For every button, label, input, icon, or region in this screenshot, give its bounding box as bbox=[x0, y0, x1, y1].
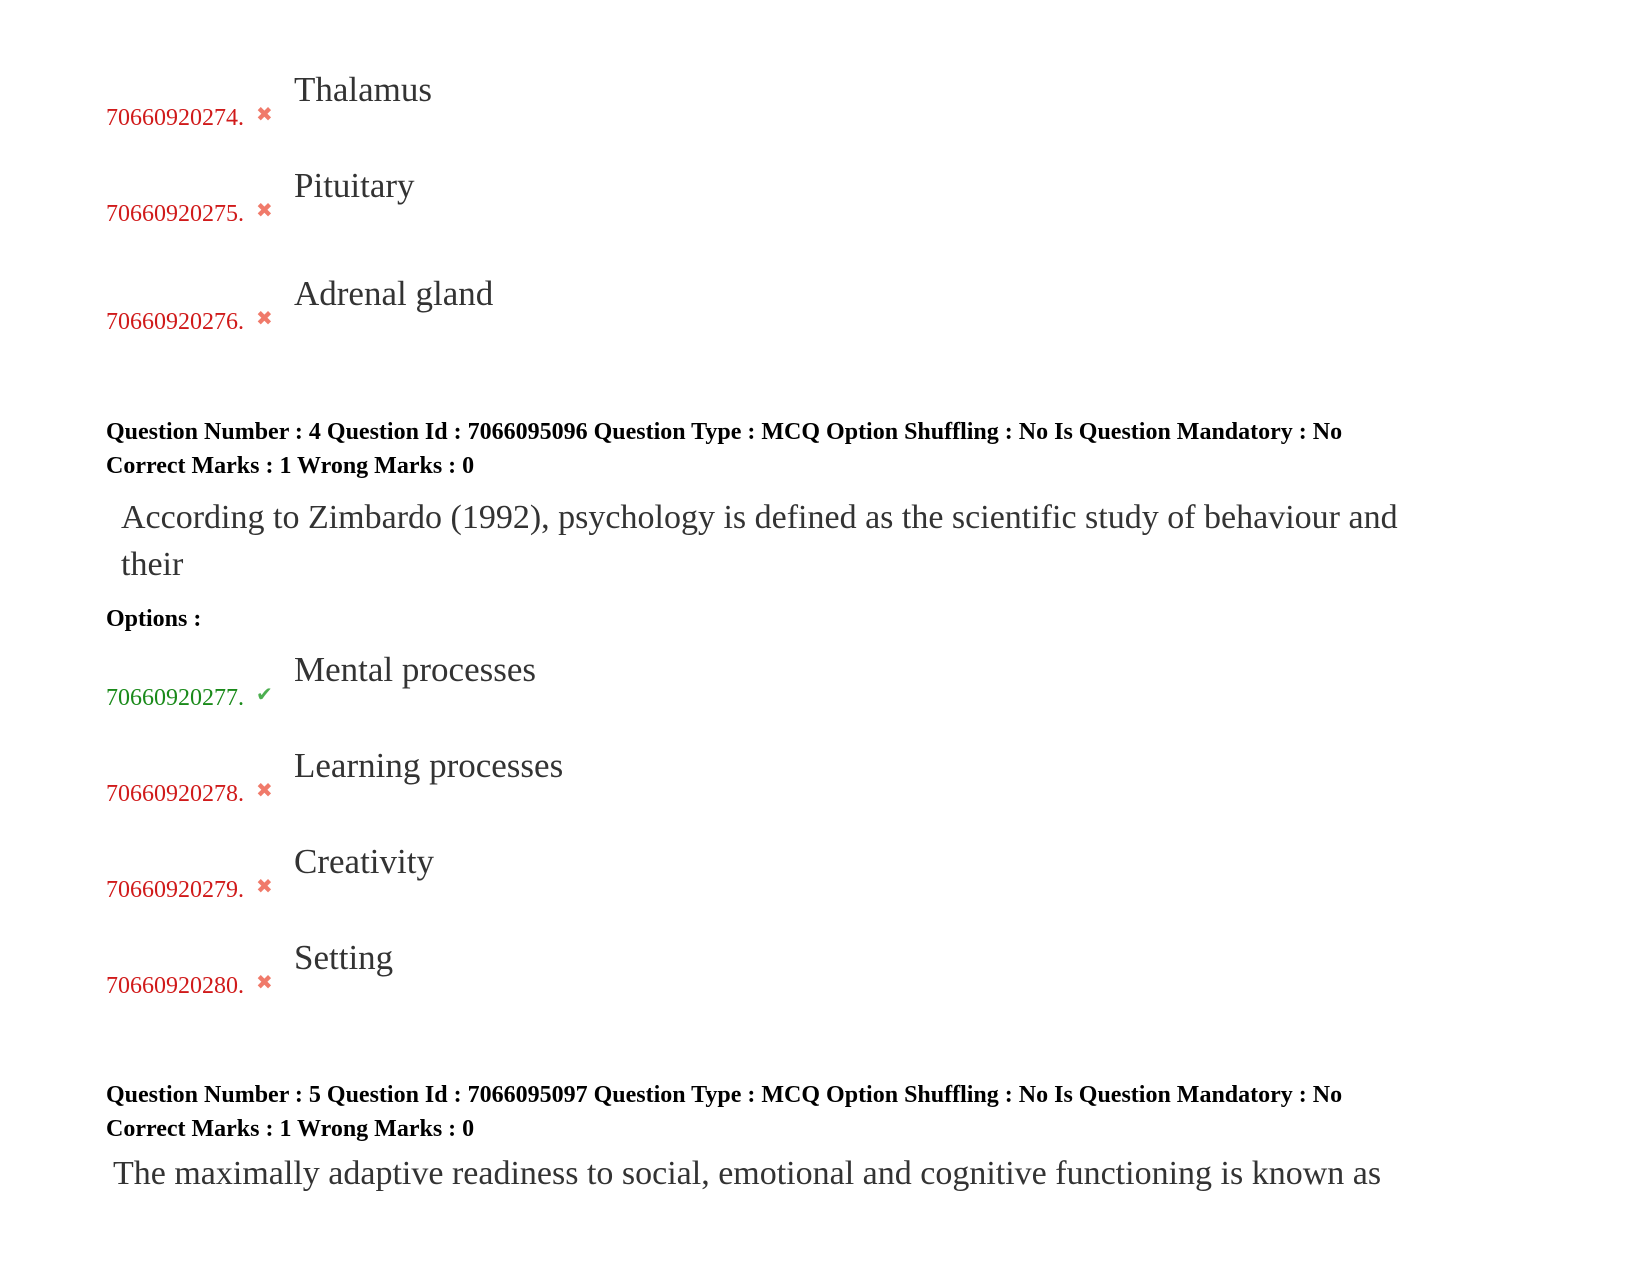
cross-icon: ✖ bbox=[256, 970, 273, 994]
option-id: 70660920278. bbox=[106, 781, 244, 807]
option-text: Learning processes bbox=[294, 746, 564, 785]
option-row bbox=[106, 842, 806, 902]
question-text-line: According to Zimbardo (1992), psychology is defined as the scientific study of behaviour and bbox=[121, 499, 1398, 536]
option-id: 70660920275. bbox=[106, 201, 244, 227]
cross-icon: ✖ bbox=[256, 778, 273, 802]
option-id: 70660920280. bbox=[106, 973, 244, 999]
option-id: 70660920277. bbox=[106, 685, 244, 711]
option-text: Pituitary bbox=[294, 166, 415, 205]
marks-meta-line: Correct Marks : 1 Wrong Marks : 0 bbox=[106, 453, 475, 479]
option-row bbox=[106, 70, 806, 130]
cross-icon: ✖ bbox=[256, 874, 273, 898]
option-row bbox=[106, 746, 806, 806]
option-id: 70660920279. bbox=[106, 877, 244, 903]
check-icon: ✔ bbox=[256, 682, 273, 706]
cross-icon: ✖ bbox=[256, 102, 273, 126]
question-text-line: The maximally adaptive readiness to social, emotional and cognitive functioning is known as bbox=[113, 1155, 1382, 1192]
question-meta-line: Question Number : 5 Question Id : 7066095097 Question Type : MCQ Option Shuffling : No Is Question Mandatory : No bbox=[106, 1082, 1343, 1108]
question-5-text bbox=[113, 1150, 1513, 1197]
cross-icon: ✖ bbox=[256, 306, 273, 330]
option-row bbox=[106, 274, 806, 334]
option-row bbox=[106, 650, 806, 710]
option-row bbox=[106, 166, 806, 226]
question-4-text bbox=[121, 494, 1521, 588]
cross-icon: ✖ bbox=[256, 198, 273, 222]
question-4-meta bbox=[106, 415, 1556, 483]
option-text: Setting bbox=[294, 938, 394, 977]
option-text: Thalamus bbox=[294, 70, 433, 109]
options-label: Options : bbox=[106, 606, 202, 632]
marks-meta-line: Correct Marks : 1 Wrong Marks : 0 bbox=[106, 1116, 475, 1142]
question-5-meta bbox=[106, 1078, 1556, 1146]
option-text: Creativity bbox=[294, 842, 434, 881]
option-text: Mental processes bbox=[294, 650, 537, 689]
question-text-line: their bbox=[121, 546, 184, 583]
option-id: 70660920274. bbox=[106, 105, 244, 131]
option-text: Adrenal gland bbox=[294, 274, 494, 313]
question-meta-line: Question Number : 4 Question Id : 7066095096 Question Type : MCQ Option Shuffling : No Is Question Mandatory : No bbox=[106, 419, 1343, 445]
option-row bbox=[106, 938, 806, 998]
option-id: 70660920276. bbox=[106, 309, 244, 335]
